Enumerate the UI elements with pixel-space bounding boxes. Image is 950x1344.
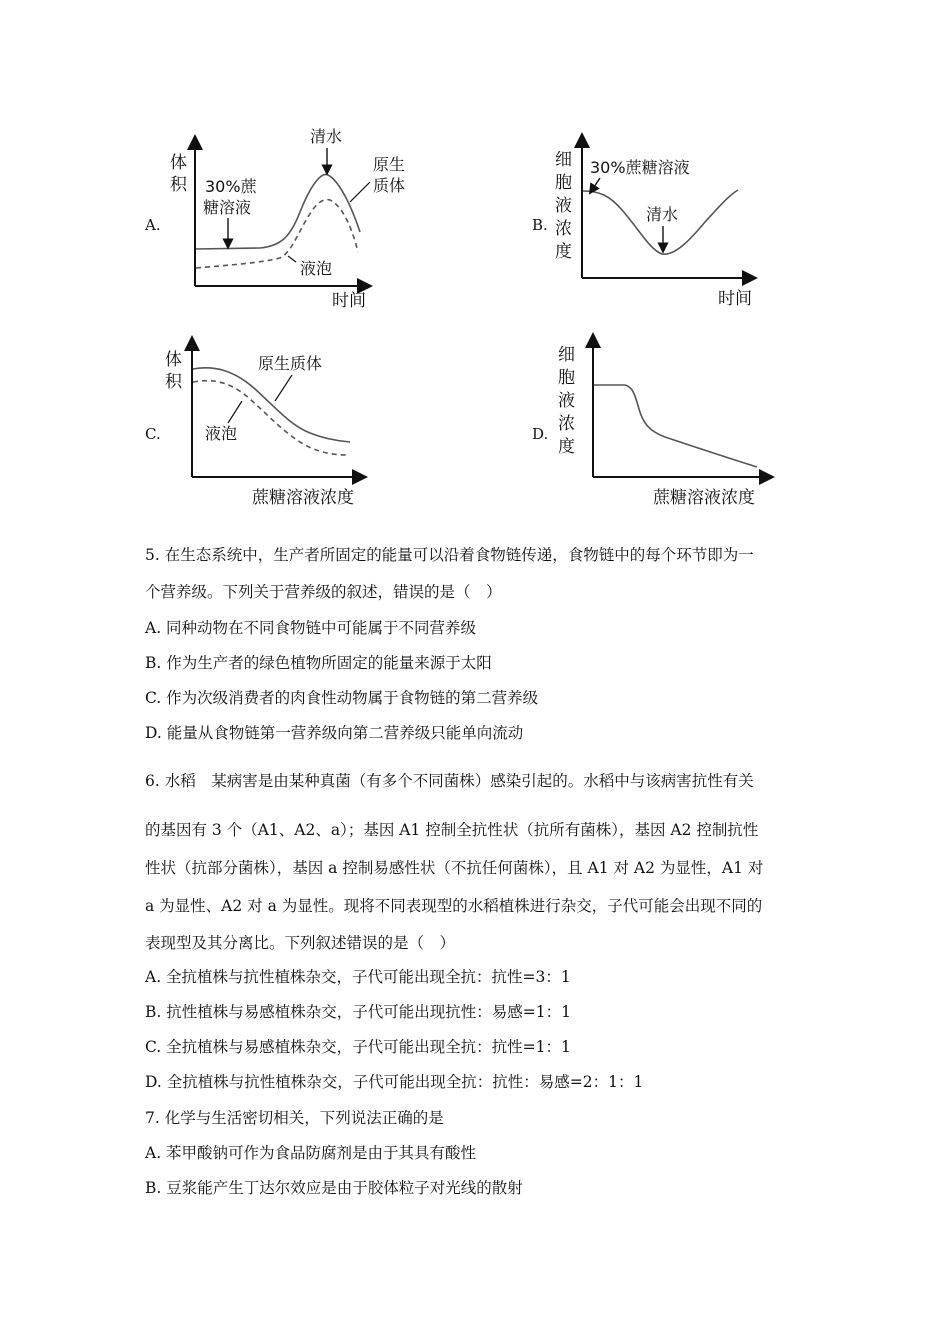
y-axis-label-1: 体 — [170, 153, 187, 173]
water-label: 清水 — [646, 205, 679, 224]
q6-option-d: D. 全抗植株与抗性植株杂交，子代可能出现全抗：抗性：易感=2：1：1 — [145, 1073, 644, 1091]
vacuole-curve — [193, 381, 348, 455]
x-axis-label: 蔗糖溶液浓度 — [252, 488, 354, 508]
concentration-curve — [594, 385, 757, 467]
y-axis-label-1: 体 — [165, 350, 182, 370]
vacuole-label: 液泡 — [205, 424, 238, 443]
figure-d-graph — [555, 335, 775, 515]
x-axis-label: 蔗糖溶液浓度 — [653, 488, 755, 508]
vacuole-label: 液泡 — [300, 259, 333, 278]
y-axis-label-1: 细 — [558, 345, 575, 365]
figure-d — [555, 335, 775, 515]
option-letter-c: C. — [145, 425, 161, 443]
figure-b-graph — [550, 130, 765, 315]
protoplast-label-2: 质体 — [373, 176, 406, 195]
y-axis-label-3: 液 — [555, 196, 572, 216]
q7-option-a: A. 苯甲酸钠可作为食品防腐剂是由于其具有酸性 — [145, 1144, 477, 1162]
q6-stem-line5: 表现型及其分离比。下列叙述错误的是（ ） — [145, 934, 456, 952]
figure-a-graph — [160, 120, 420, 320]
y-axis-label-5: 度 — [558, 437, 575, 457]
y-axis-label-2: 积 — [170, 175, 187, 195]
q5-option-c: C. 作为次级消费者的肉食性动物属于食物链的第二营养级 — [145, 689, 539, 707]
q5-stem-line2: 个营养级。下列关于营养级的叙述，错误的是（ ） — [145, 583, 502, 601]
q6-stem-line3: 性状（抗部分菌株），基因 a 控制易感性状（不抗任何菌株），且 A1 对 A2 为显性，A1 对 — [145, 859, 764, 877]
sucrose-arrow — [592, 178, 600, 190]
x-axis-label: 时间 — [332, 291, 366, 311]
y-axis-label-4: 浓 — [558, 414, 575, 434]
q5-option-b: B. 作为生产者的绿色植物所固定的能量来源于太阳 — [145, 654, 492, 672]
q6-stem-line1: 6. 水稻 某病害是由某种真菌（有多个不同菌株）感染引起的。水稻中与该病害抗性有关 — [145, 772, 754, 790]
y-axis-label-1: 细 — [555, 150, 572, 170]
q5-stem-line1: 5. 在生态系统中，生产者所固定的能量可以沿着食物链传递，食物链中的每个环节即为一 — [145, 546, 754, 564]
figure-c — [160, 335, 375, 515]
q7-stem-line1: 7. 化学与生活密切相关，下列说法正确的是 — [145, 1109, 444, 1127]
y-axis-label-3: 液 — [558, 391, 575, 411]
figure-c-graph — [160, 335, 375, 515]
y-axis-label-2: 胞 — [555, 173, 572, 193]
q6-option-c: C. 全抗植株与易感植株杂交，子代可能出现全抗：抗性=1：1 — [145, 1038, 571, 1056]
q6-stem-line4: a 为显性、A2 对 a 为显性。现将不同表现型的水稻植株进行杂交，子代可能会出现不同的 — [145, 897, 763, 915]
protoplast-label: 原生质体 — [258, 354, 323, 373]
q6-option-a: A. 全抗植株与抗性植株杂交，子代可能出现全抗：抗性=3：1 — [145, 968, 571, 986]
option-letter-a: A. — [145, 216, 161, 234]
sucrose-label: 30%蔗糖溶液 — [590, 158, 690, 177]
y-axis-label-2: 积 — [165, 372, 182, 392]
y-axis-label-5: 度 — [555, 242, 572, 262]
option-letter-b: B. — [532, 216, 548, 234]
q6-option-b: B. 抗性植株与易感植株杂交，子代可能出现抗性：易感=1：1 — [145, 1003, 571, 1021]
q6-stem-line2: 的基因有 3 个（A1、A2、a）；基因 A1 控制全抗性状（抗所有菌株），基因 A2 控制抗性 — [145, 821, 759, 839]
vacuole-pointer — [228, 401, 242, 423]
y-axis-label-4: 浓 — [555, 219, 572, 239]
q5-option-d: D. 能量从食物链第一营养级向第二营养级只能单向流动 — [145, 724, 524, 742]
protoplast-label-1: 原生 — [373, 155, 406, 174]
protoplast-pointer — [275, 375, 292, 401]
sucrose-label-2: 糖溶液 — [203, 198, 252, 217]
q5-option-a: A. 同种动物在不同食物链中可能属于不同营养级 — [145, 619, 477, 637]
sucrose-label-1: 30%蔗 — [205, 177, 257, 196]
option-letter-d: D. — [532, 425, 549, 443]
figure-b — [550, 130, 765, 315]
protoplast-pointer — [350, 182, 370, 202]
x-axis-label: 时间 — [718, 289, 752, 309]
vacuole-pointer — [288, 256, 296, 262]
water-label: 清水 — [310, 127, 343, 146]
q7-option-b: B. 豆浆能产生丁达尔效应是由于胶体粒子对光线的散射 — [145, 1179, 523, 1197]
y-axis-label-2: 胞 — [558, 368, 575, 388]
figure-a — [160, 120, 420, 320]
